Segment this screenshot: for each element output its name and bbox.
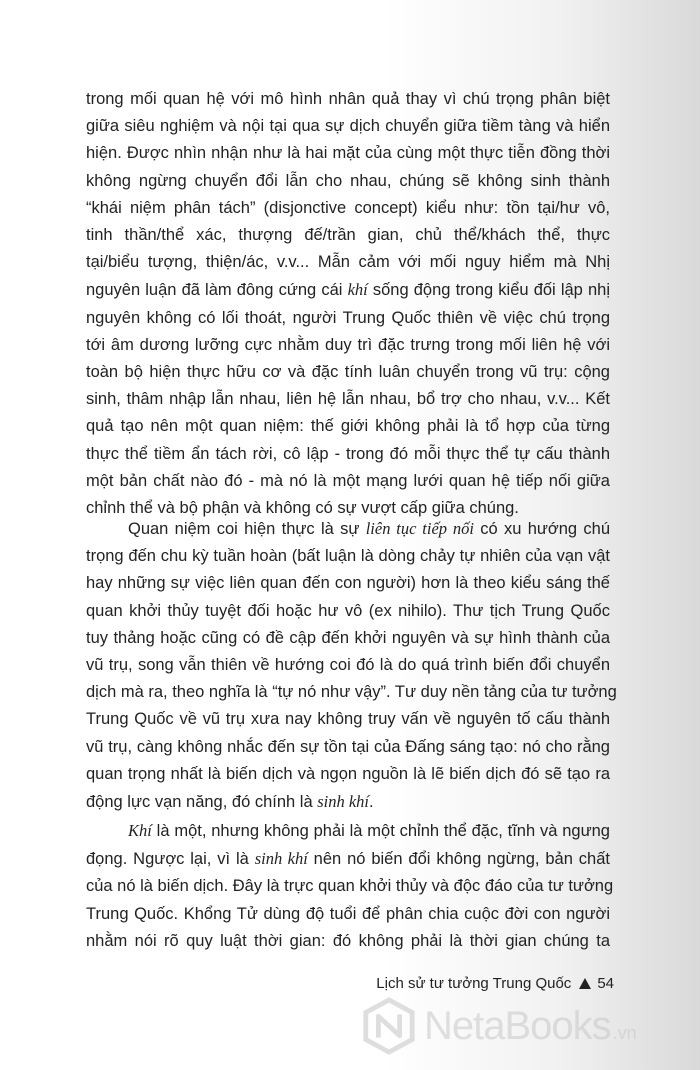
page-footer <box>376 975 614 992</box>
netabooks-logo-icon <box>360 997 418 1055</box>
text-line: tại/biểu tượng, thiện/ác, v.v... Mẫn cảm với mối nguy hiểm mà Nhị <box>86 253 610 272</box>
watermark <box>360 996 690 1056</box>
text-line: hiện. Được nhìn nhận như là hai mặt của cùng một thực tiễn đồng thời <box>86 144 610 163</box>
italic-term: khí <box>347 280 368 300</box>
text-line: toàn bộ hiện thực hữu cơ và đặc tính luân chuyển trong vũ trụ: cộng <box>86 363 610 382</box>
watermark-suffix: .vn <box>612 1022 637 1043</box>
triangle-icon <box>579 978 591 989</box>
paragraph-1 <box>86 86 610 522</box>
text-line: tuy thảng hoặc cũng có đề cập đến khởi nguyên và sự hình thành của <box>86 628 610 647</box>
text-line: hay những sự việc liên quan đến con người) hơn là theo kiểu sáng thế <box>86 574 610 593</box>
text-run: Quan niệm coi hiện thực là sự <box>128 520 366 538</box>
italic-term: sinh khí <box>254 849 308 869</box>
text-line: dịch mà ra, theo nghĩa là “tự nó như vậy”. Tư duy nền tảng của tư tưởng <box>86 683 617 702</box>
running-title: Lịch sử tư tưởng Trung Quốc <box>376 975 572 992</box>
text-line: tinh thần/thể xác, thượng đế/trần gian, chủ thể/khách thể, thực <box>86 226 610 245</box>
text-line: trong mối quan hệ với mô hình nhân quả thay vì chú trọng phân biệt <box>86 90 610 108</box>
text-line-mixed <box>86 817 610 845</box>
italic-term: Khí <box>128 821 152 840</box>
text-run: nên nó biến đổi không ngừng, bản chất <box>307 850 610 869</box>
text-line: chỉnh thể và bộ phận và không có sự vượt cấp giữa chúng. <box>86 499 519 518</box>
text-line: “khái niệm phân tách” (disjonctive concept) kiểu như: tồn tại/hư vô, <box>86 198 610 217</box>
watermark-text <box>424 1004 637 1049</box>
text-line: một bản chất nào đó - mà nó là một mạng lưới quan hệ tiếp nối giữa <box>86 471 610 490</box>
text-line: quan khởi thủy tuyệt đối hoặc hư vô (ex nihilo). Thư tịch Trung Quốc <box>86 601 610 620</box>
italic-term: sinh khí <box>317 792 370 812</box>
text-line: nhằm nói rõ quy luật thời gian: đó không phải là thời gian chúng ta <box>86 931 610 950</box>
text-line-mixed <box>86 788 610 816</box>
italic-term: liên tục tiếp nối <box>365 519 474 538</box>
text-line-mixed <box>86 845 610 873</box>
text-line: quả tạo nên một quan niệm: thế giới không phải là tổ hợp của từng <box>86 417 610 436</box>
text-line: vũ trụ, càng không nhắc đến sự tồn tại của Đấng sáng tạo: nó cho rằng <box>86 737 610 756</box>
text-run: có xu hướng chú <box>473 520 610 538</box>
text-line: trọng đến chu kỳ tuần hoàn (bất luận là dòng chảy tự nhiên của vạn vật <box>86 547 610 566</box>
text-line: Trung Quốc. Khổng Tử dùng độ tuổi để phân chia cuộc đời con người <box>86 904 610 923</box>
text-run: nguyên luận đã làm đông cứng cái <box>86 281 348 300</box>
text-line-mixed <box>86 515 610 543</box>
text-run: sống động trong kiểu đối lập nhị <box>367 281 610 300</box>
text-line-mixed <box>86 276 610 304</box>
text-run: đọng. Ngược lại, vì là <box>86 850 255 869</box>
page-number: 54 <box>597 975 614 992</box>
text-run: là một, nhưng không phải là một chỉnh thể đặc, tĩnh và ngưng <box>151 822 610 840</box>
paragraph-2 <box>86 515 617 816</box>
text-line: Trung Quốc về vũ trụ xưa nay không truy vấn về nguyên tố cấu thành <box>86 710 610 729</box>
text-line: không ngừng chuyển đổi lẫn cho nhau, chúng sẽ không sinh thành <box>86 171 610 190</box>
text-line: giữa siêu nghiệm và nội tại qua sự dịch chuyển giữa tiềm tàng và hiển <box>86 117 610 136</box>
text-line: của nó là biến dịch. Đây là trực quan khởi thủy và độc đáo của tư tưởng <box>86 877 614 896</box>
text-line: tới âm dương lưỡng cực nhằm duy trì đặc trưng trong mối liên hệ với <box>86 335 610 354</box>
text-line: thực thể tiềm ẩn tách rời, cô lập - trong đó mỗi thực thể tự cấu thành <box>86 444 610 463</box>
text-line: nguyên không có lối thoát, người Trung Quốc thiên về việc chú trọng <box>86 308 610 327</box>
text-run: . <box>369 793 374 812</box>
text-line: sinh, thâm nhập lẫn nhau, liên hệ lẫn nhau, bổ trợ cho nhau, v.v... Kết <box>86 390 610 409</box>
text-run: động lực vạn năng, đó chính là <box>86 793 318 812</box>
text-line: vũ trụ, song vẫn thiên về hướng coi đó là do quá trình biến đổi chuyển <box>86 656 610 675</box>
paragraph-3 <box>86 817 614 955</box>
watermark-brand: NetaBooks <box>424 1003 611 1048</box>
text-line: quan trọng nhất là biến dịch và ngọn nguồn là lẽ biến dịch đó sẽ tạo ra <box>86 764 610 783</box>
